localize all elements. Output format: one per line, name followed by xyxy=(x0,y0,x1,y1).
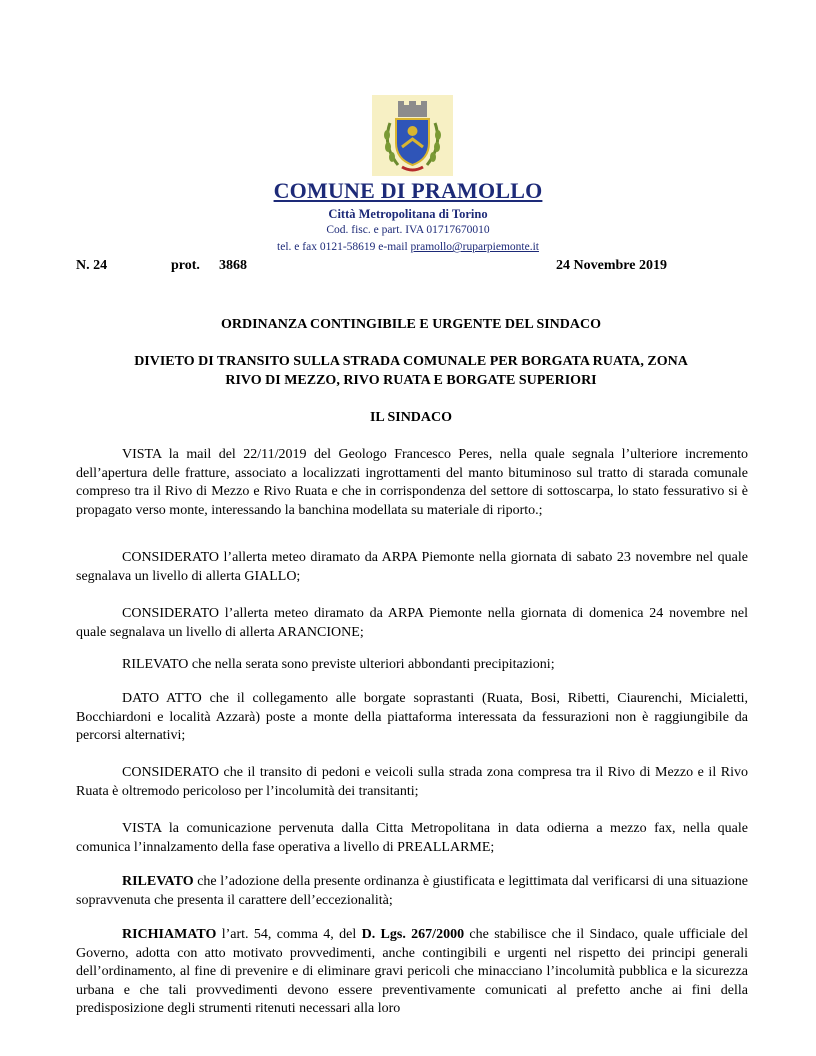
paragraph-allerta-giallo: CONSIDERATO l’allerta meteo diramato da ARPA Piemonte nella giornata di sabato 23 novembre nel quale segnalava un livello di allerta GIALLO; xyxy=(76,550,748,584)
subject-line-2: RIVO DI MEZZO, RIVO RUATA E BORGATE SUPERIORI xyxy=(225,373,597,388)
paragraph-allerta-arancione: CONSIDERATO l’allerta meteo diramato da ARPA Piemonte nella giornata di domenica 24 novembre nel quale segnalava un livello di allerta ARANCIONE; xyxy=(76,606,748,640)
document-date: 24 Novembre 2019 xyxy=(556,258,667,273)
paragraph-rilevato xyxy=(76,873,748,910)
protocol-number: 3868 xyxy=(219,258,247,273)
rilevato-keyword: RILEVATO xyxy=(122,874,194,889)
mayor-heading: IL SINDACO xyxy=(369,410,453,425)
municipality-name: COMUNE DI PRAMOLLO xyxy=(273,178,543,203)
paragraph-transito: CONSIDERATO che il transito di pedoni e veicoli sulla strada zona compresa tra il Rivo di Mezzo e il Rivo Ruata è oltremodo pericoloso per l’incolumità dei transitanti; xyxy=(76,765,748,799)
paragraph-dato-atto: DATO ATTO che il collegamento alle borgate soprastanti (Ruata, Bosi, Ribetti, Ciaurenchi, Micialetti, Bocchiardoni e località Azzarà) poste a monte della piattaforma interessata da fessurazioni non è raggiungibile da percorsi alternativi; xyxy=(76,691,748,744)
paragraph-vista-comunicazione: VISTA la comunicazione pervenuta dalla Citta Metropolitana in data odierna a mezzo fax, nella quale comunica l’innalzamento della fase operativa a livello di PREALLARME; xyxy=(76,821,748,855)
ordinance-number: N. 24 xyxy=(76,258,108,273)
coat-of-arms-icon xyxy=(372,95,453,176)
metropolitan-city: Città Metropolitana di Torino xyxy=(328,207,488,221)
paragraph-vista-mail: VISTA la mail del 22/11/2019 del Geologo Francesco Peres, nella quale segnala l’ulteriore incremento dell’apertura delle fratture, associato a localizzati ingrottamenti del manto bituminoso sul tratto di starada comunale compreso tra il Rivo di Mezzo e Rivo Ruata e che in corrispondenza del settore di sottoscarpa, lo stato fessurativo si è propagato verso monte, interessando la banchina modellata su materiale di riporto.; xyxy=(76,447,748,518)
rilevato-text: che l’adozione della presente ordinanza è giustificata e legittimata dal verificarsi di una situazione sopravvenuta che presenta il carattere dell’eccezionalità; xyxy=(76,874,748,908)
richiamato-text-1: l’art. 54, comma 4, del xyxy=(216,927,362,942)
richiamato-keyword: RICHIAMATO xyxy=(122,927,217,942)
contact-line xyxy=(0,241,816,253)
protocol-label: prot. xyxy=(171,258,200,273)
paragraph-precipitazioni: RILEVATO che nella serata sono previste ulteriori abbondanti precipitazioni; xyxy=(122,657,555,672)
paragraph-richiamato xyxy=(76,926,748,1019)
law-reference: D. Lgs. 267/2000 xyxy=(361,927,465,942)
email-link[interactable]: pramollo@ruparpiemonte.it xyxy=(410,241,539,253)
richiamato-text-2: che stabilisce che il Sindaco, quale ufficiale del Governo, adotta con atto motivato provvedimenti, anche contingibili e urgenti nel rispetto dei principi generali dell’ordinamento, al fine di prevenire e di eliminare gravi pericoli che minacciano l’incolumità pubblica e la sicurezza urbana e che tali provvedimenti devono essere preventivamente comunicati al prefetto anche ai fini della predisposizione degli strumenti ritenuti necessari alla loro xyxy=(76,927,748,1017)
tax-code: Cod. fisc. e part. IVA 01717670010 xyxy=(326,224,490,236)
ordinance-title: ORDINANZA CONTINGIBILE E URGENTE DEL SINDACO xyxy=(220,317,602,332)
subject-line-1: DIVIETO DI TRANSITO SULLA STRADA COMUNALE PER BORGATA RUATA, ZONA xyxy=(134,354,688,369)
contact-phone: tel. e fax 0121-58619 e-mail xyxy=(277,241,411,253)
